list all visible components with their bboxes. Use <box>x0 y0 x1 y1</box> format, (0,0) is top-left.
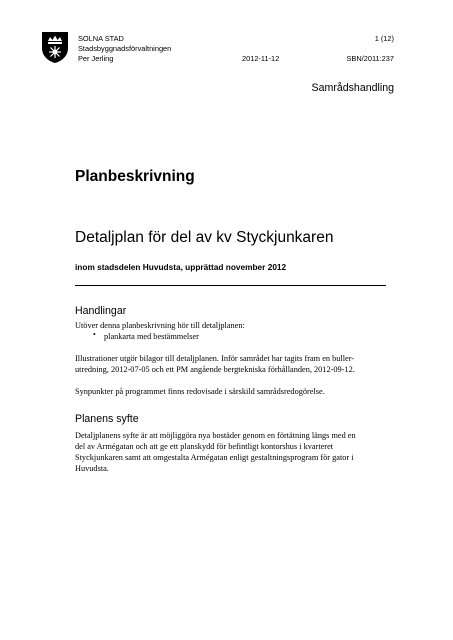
document-date: 2012-11-12 <box>242 54 280 63</box>
handlingar-intro: Utöver denna planbeskrivning hör till detaljplanen: <box>75 321 245 330</box>
department-name: Stadsbyggnadsförvaltningen <box>78 44 172 53</box>
author-name: Per Jerling <box>78 54 114 63</box>
section-heading-syfte: Planens syfte <box>75 413 139 425</box>
bullet-icon: • <box>93 330 96 339</box>
plan-subtitle: inom stadsdelen Huvudsta, upprättad november 2012 <box>75 262 287 272</box>
handlingar-paragraph-line-1: Illustrationer utgör bilagor till detaljplanen. Inför samrådet har tagits fram en buller- <box>75 354 355 363</box>
section-heading-handlingar: Handlingar <box>75 305 127 317</box>
syfte-line-2: del av Armégatan och att ge ett planskydd för befintligt kontorshus i kvarteret <box>75 442 334 451</box>
organization-name: SOLNA STAD <box>78 34 124 43</box>
syfte-line-1: Detaljplanens syfte är att möjliggöra nya bostäder genom en förtätning längs med en <box>75 431 356 440</box>
handlingar-synpunkter: Synpunkter på programmet finns redovisade i särskild samrådsredogörelse. <box>75 387 325 396</box>
plan-title: Detaljplan för del av kv Styckjunkaren <box>75 229 334 246</box>
handlingar-paragraph-line-2: utredning, 2012-07-05 och ett PM angående bergtekniska förhållanden, 2012-09-12. <box>75 365 355 374</box>
page-number: 1 (12) <box>374 34 394 43</box>
syfte-line-3: Styckjunkaren samt att omgestalta Armégatan enligt gestaltningsprogram för gator i <box>75 453 354 462</box>
document-type: Samrådshandling <box>311 82 394 94</box>
solna-crown-logo-icon <box>40 30 70 64</box>
syfte-line-4: Huvudsta. <box>75 464 109 473</box>
plan-heading: Planbeskrivning <box>75 168 195 185</box>
list-item: plankarta med bestämmelser <box>104 332 199 341</box>
horizontal-rule <box>75 285 386 286</box>
reference-number: SBN/2011:237 <box>346 54 394 63</box>
